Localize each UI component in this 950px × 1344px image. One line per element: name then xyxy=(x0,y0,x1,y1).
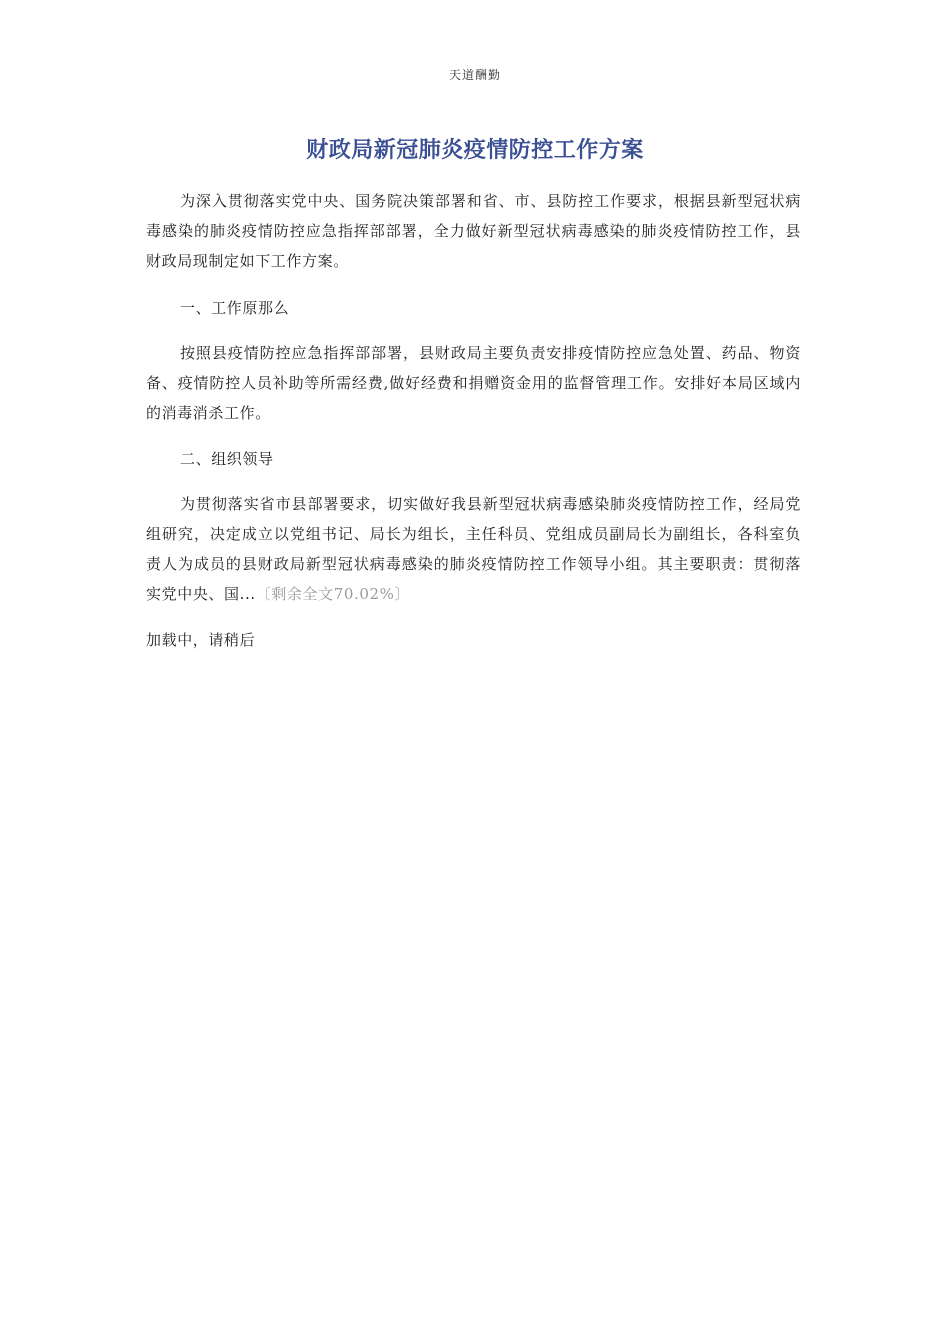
header-mark: 天道酬勤 xyxy=(448,68,501,82)
loading-status: 加载中，请稍后 xyxy=(146,631,256,649)
remaining-content-link[interactable]: 〔剩余全文70.02%〕 xyxy=(255,585,411,603)
paragraph-principles: 按照县疫情防控应急指挥部部署，县财政局主要负责安排疫情防控应急处置、药品、物资备、疫情防控人员补助等所需经费,做好经费和捐赠资金用的监督管理工作。安排好本局区域内的消毒消杀工作。 xyxy=(146,344,801,422)
section-heading-principles: 一、工作原那么 xyxy=(180,299,290,317)
paragraph-leadership-text: 为贯彻落实省市县部署要求，切实做好我县新型冠状病毒感染肺炎疫情防控工作，经局党组研究，决定成立以党组书记、局长为组长，主任科员、党组成员副局长为副组长，各科室负责人为成员的县财政局新型冠状病毒感染的肺炎疫情防控工作领导小组。其主要职责：贯彻落实党中央、国... xyxy=(146,495,801,603)
section-heading-leadership: 二、组织领导 xyxy=(180,450,274,468)
paragraph-leadership xyxy=(146,489,801,609)
paragraph-intro: 为深入贯彻落实党中央、国务院决策部署和省、市、县防控工作要求，根据县新型冠状病毒感染的肺炎疫情防控应急指挥部部署，全力做好新型冠状病毒感染的肺炎疫情防控工作，县财政局现制定如下工作方案。 xyxy=(146,192,801,270)
page-title: 财政局新冠肺炎疫情防控工作方案 xyxy=(306,138,644,163)
